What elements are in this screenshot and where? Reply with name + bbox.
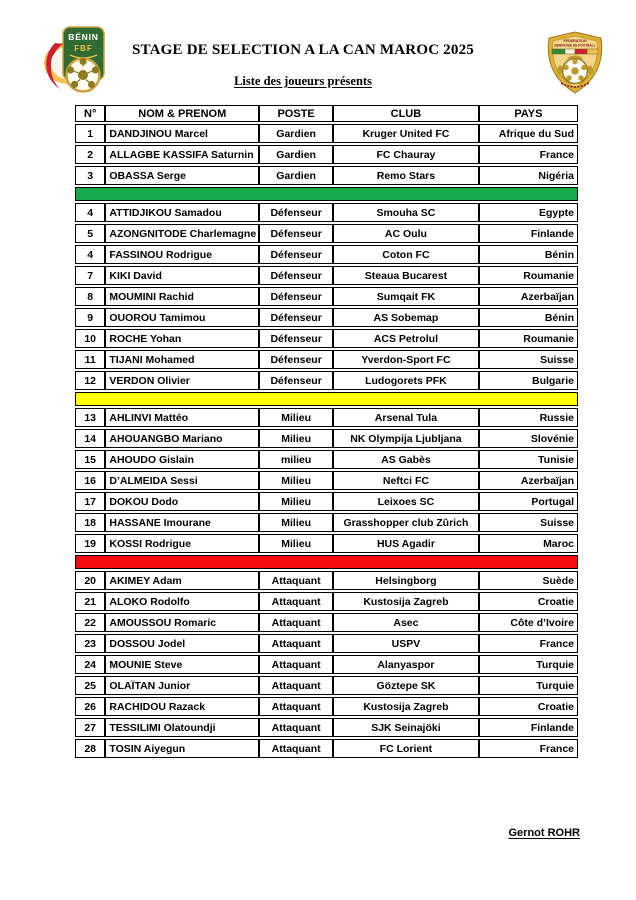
table-row xyxy=(75,371,578,390)
table-row xyxy=(75,450,578,469)
cell-poste: Attaquant xyxy=(259,718,333,737)
cell-pays: Azerbaïjan xyxy=(479,471,578,490)
cell-poste: Gardien xyxy=(259,145,333,164)
cell-club: Kustosija Zagreb xyxy=(333,697,479,716)
table-row xyxy=(75,571,578,590)
cell-name: FASSINOU Rodrigue xyxy=(105,245,259,264)
cell-poste: Défenseur xyxy=(259,203,333,222)
cell-poste: Attaquant xyxy=(259,739,333,758)
cell-pays: Croatie xyxy=(479,697,578,716)
header-titles xyxy=(0,42,606,89)
cell-pays: France xyxy=(479,145,578,164)
cell-number: 7 xyxy=(75,266,105,285)
cell-poste: Milieu xyxy=(259,429,333,448)
cell-number: 19 xyxy=(75,534,105,553)
table-row xyxy=(75,124,578,143)
cell-club: FC Chauray xyxy=(333,145,479,164)
cell-number: 4 xyxy=(75,203,105,222)
table-row xyxy=(75,145,578,164)
cell-club: NK Olympija Ljubljana xyxy=(333,429,479,448)
cell-name: DOSSOU Jodel xyxy=(105,634,259,653)
cell-club: Sumqait FK xyxy=(333,287,479,306)
cell-number: 10 xyxy=(75,329,105,348)
cell-name: AHLINVI Mattéo xyxy=(105,408,259,427)
cell-club: USPV xyxy=(333,634,479,653)
cell-poste: Défenseur xyxy=(259,329,333,348)
cell-club: Coton FC xyxy=(333,245,479,264)
cell-club: HUS Agadir xyxy=(333,534,479,553)
cell-poste: Attaquant xyxy=(259,676,333,695)
cell-number: 16 xyxy=(75,471,105,490)
cell-poste: Défenseur xyxy=(259,350,333,369)
separator-row-green xyxy=(75,187,578,201)
cell-number: 14 xyxy=(75,429,105,448)
cell-pays: Roumanie xyxy=(479,266,578,285)
column-header-pays: PAYS xyxy=(479,105,578,122)
table-row xyxy=(75,350,578,369)
cell-club: Arsenal Tula xyxy=(333,408,479,427)
cell-number: 8 xyxy=(75,287,105,306)
cell-name: D’ALMEIDA Sessi xyxy=(105,471,259,490)
cell-number: 18 xyxy=(75,513,105,532)
table-row xyxy=(75,266,578,285)
cell-pays: Russie xyxy=(479,408,578,427)
table-row xyxy=(75,718,578,737)
cell-number: 4 xyxy=(75,245,105,264)
column-header-number: N° xyxy=(75,105,105,122)
cell-name: AHOUDO Gislain xyxy=(105,450,259,469)
cell-club: Göztepe SK xyxy=(333,676,479,695)
cell-pays: Afrique du Sud xyxy=(479,124,578,143)
cell-number: 25 xyxy=(75,676,105,695)
table-row xyxy=(75,287,578,306)
cell-pays: Roumanie xyxy=(479,329,578,348)
cell-club: FC Lorient xyxy=(333,739,479,758)
cell-number: 13 xyxy=(75,408,105,427)
cell-pays: Egypte xyxy=(479,203,578,222)
cell-club: Yverdon-Sport FC xyxy=(333,350,479,369)
cell-poste: Milieu xyxy=(259,492,333,511)
table-row xyxy=(75,245,578,264)
cell-name: MOUNIE Steve xyxy=(105,655,259,674)
cell-pays: France xyxy=(479,739,578,758)
cell-number: 12 xyxy=(75,371,105,390)
cell-club: AC Oulu xyxy=(333,224,479,243)
players-table xyxy=(75,103,578,760)
cell-poste: Gardien xyxy=(259,166,333,185)
cell-name: TOSIN Aiyegun xyxy=(105,739,259,758)
table-row xyxy=(75,166,578,185)
benin-crest-text-line2: FBF xyxy=(74,44,93,53)
table-row xyxy=(75,329,578,348)
table-row xyxy=(75,613,578,632)
federation-crest-text-line1: FEDERATION xyxy=(563,39,587,43)
cell-poste: Milieu xyxy=(259,534,333,553)
cell-number: 11 xyxy=(75,350,105,369)
table-row xyxy=(75,697,578,716)
cell-name: TIJANI Mohamed xyxy=(105,350,259,369)
cell-name: ALOKO Rodolfo xyxy=(105,592,259,611)
cell-poste: Défenseur xyxy=(259,224,333,243)
cell-name: KIKI David xyxy=(105,266,259,285)
cell-club: Ludogorets PFK xyxy=(333,371,479,390)
column-header-poste: POSTE xyxy=(259,105,333,122)
signature-coach-name: Gernot ROHR xyxy=(508,827,580,839)
cell-poste: Défenseur xyxy=(259,371,333,390)
cell-name: ATTIDJIKOU Samadou xyxy=(105,203,259,222)
cell-poste: Attaquant xyxy=(259,634,333,653)
cell-name: MOUMINI Rachid xyxy=(105,287,259,306)
cell-club: Asec xyxy=(333,613,479,632)
cell-club: AS Gabès xyxy=(333,450,479,469)
cell-pays: Slovénie xyxy=(479,429,578,448)
cell-club: Smouha SC xyxy=(333,203,479,222)
cell-poste: Défenseur xyxy=(259,308,333,327)
cell-number: 5 xyxy=(75,224,105,243)
cell-club: Kruger United FC xyxy=(333,124,479,143)
cell-name: AHOUANGBO Mariano xyxy=(105,429,259,448)
cell-name: KOSSI Rodrigue xyxy=(105,534,259,553)
table-row xyxy=(75,224,578,243)
table-row xyxy=(75,492,578,511)
cell-number: 26 xyxy=(75,697,105,716)
cell-pays: Portugal xyxy=(479,492,578,511)
cell-number: 20 xyxy=(75,571,105,590)
cell-number: 28 xyxy=(75,739,105,758)
cell-club: SJK Seinajöki xyxy=(333,718,479,737)
cell-number: 24 xyxy=(75,655,105,674)
page-title: STAGE DE SELECTION A LA CAN MAROC 2025 xyxy=(132,42,474,58)
column-header-name: NOM & PRENOM xyxy=(105,105,259,122)
cell-number: 15 xyxy=(75,450,105,469)
cell-pays: Azerbaïjan xyxy=(479,287,578,306)
federation-crest-text-line2: BENINOISE DE FOOTBALL xyxy=(554,43,596,48)
separator-band xyxy=(75,392,578,406)
table-row xyxy=(75,655,578,674)
separator-band xyxy=(75,555,578,569)
page-subtitle: Liste des joueurs présents xyxy=(234,74,372,88)
cell-number: 1 xyxy=(75,124,105,143)
cell-club: ACS Petrolul xyxy=(333,329,479,348)
cell-name: OBASSA Serge xyxy=(105,166,259,185)
cell-pays: Finlande xyxy=(479,718,578,737)
separator-band xyxy=(75,187,578,201)
cell-club: Steaua Bucarest xyxy=(333,266,479,285)
table-row xyxy=(75,534,578,553)
cell-pays: Côte d’Ivoire xyxy=(479,613,578,632)
cell-name: AZONGNITODE Charlemagne xyxy=(105,224,259,243)
cell-number: 3 xyxy=(75,166,105,185)
separator-row-red xyxy=(75,555,578,569)
cell-pays: Suisse xyxy=(479,350,578,369)
cell-pays: Nigéria xyxy=(479,166,578,185)
cell-pays: Bulgarie xyxy=(479,371,578,390)
cell-number: 2 xyxy=(75,145,105,164)
benin-crest-text-line1: BÉNIN xyxy=(68,32,99,42)
table-row xyxy=(75,739,578,758)
cell-club: Remo Stars xyxy=(333,166,479,185)
cell-pays: Maroc xyxy=(479,534,578,553)
cell-poste: Milieu xyxy=(259,408,333,427)
cell-name: AMOUSSOU Romaric xyxy=(105,613,259,632)
cell-poste: Défenseur xyxy=(259,287,333,306)
cell-club: AS Sobemap xyxy=(333,308,479,327)
cell-name: DANDJINOU Marcel xyxy=(105,124,259,143)
cell-name: VERDON Olivier xyxy=(105,371,259,390)
cell-club: Neftci FC xyxy=(333,471,479,490)
table-header-row xyxy=(75,105,578,122)
cell-name: OLAÏTAN Junior xyxy=(105,676,259,695)
cell-poste: Milieu xyxy=(259,471,333,490)
cell-name: ROCHE Yohan xyxy=(105,329,259,348)
cell-poste: Attaquant xyxy=(259,613,333,632)
cell-number: 27 xyxy=(75,718,105,737)
cell-number: 23 xyxy=(75,634,105,653)
cell-name: HASSANE Imourane xyxy=(105,513,259,532)
cell-poste: milieu xyxy=(259,450,333,469)
cell-poste: Milieu xyxy=(259,513,333,532)
table-row xyxy=(75,676,578,695)
cell-pays: Turquie xyxy=(479,676,578,695)
table-row xyxy=(75,634,578,653)
cell-poste: Défenseur xyxy=(259,266,333,285)
cell-poste: Attaquant xyxy=(259,655,333,674)
separator-row-yellow xyxy=(75,392,578,406)
cell-pays: Croatie xyxy=(479,592,578,611)
cell-club: Alanyaspor xyxy=(333,655,479,674)
cell-poste: Attaquant xyxy=(259,592,333,611)
table-row xyxy=(75,203,578,222)
table-row xyxy=(75,513,578,532)
players-table-container xyxy=(75,103,578,760)
cell-name: AKIMEY Adam xyxy=(105,571,259,590)
table-row xyxy=(75,408,578,427)
cell-club: Kustosija Zagreb xyxy=(333,592,479,611)
cell-name: ALLAGBE KASSIFA Saturnin xyxy=(105,145,259,164)
cell-name: RACHIDOU Razack xyxy=(105,697,259,716)
cell-name: OUOROU Tamimou xyxy=(105,308,259,327)
cell-pays: Suède xyxy=(479,571,578,590)
cell-pays: Finlande xyxy=(479,224,578,243)
cell-number: 17 xyxy=(75,492,105,511)
cell-pays: France xyxy=(479,634,578,653)
cell-poste: Défenseur xyxy=(259,245,333,264)
cell-number: 21 xyxy=(75,592,105,611)
cell-club: Helsingborg xyxy=(333,571,479,590)
cell-club: Leixoes SC xyxy=(333,492,479,511)
cell-poste: Attaquant xyxy=(259,697,333,716)
cell-pays: Tunisie xyxy=(479,450,578,469)
cell-name: DOKOU Dodo xyxy=(105,492,259,511)
cell-number: 22 xyxy=(75,613,105,632)
cell-pays: Suisse xyxy=(479,513,578,532)
table-row xyxy=(75,592,578,611)
table-row xyxy=(75,429,578,448)
table-row xyxy=(75,308,578,327)
column-header-club: CLUB xyxy=(333,105,479,122)
cell-name: TESSILIMI Olatoundji xyxy=(105,718,259,737)
table-row xyxy=(75,471,578,490)
cell-number: 9 xyxy=(75,308,105,327)
cell-poste: Gardien xyxy=(259,124,333,143)
cell-club: Grasshopper club Zûrich xyxy=(333,513,479,532)
cell-pays: Bénin xyxy=(479,245,578,264)
cell-pays: Turquie xyxy=(479,655,578,674)
cell-poste: Attaquant xyxy=(259,571,333,590)
cell-pays: Bénin xyxy=(479,308,578,327)
